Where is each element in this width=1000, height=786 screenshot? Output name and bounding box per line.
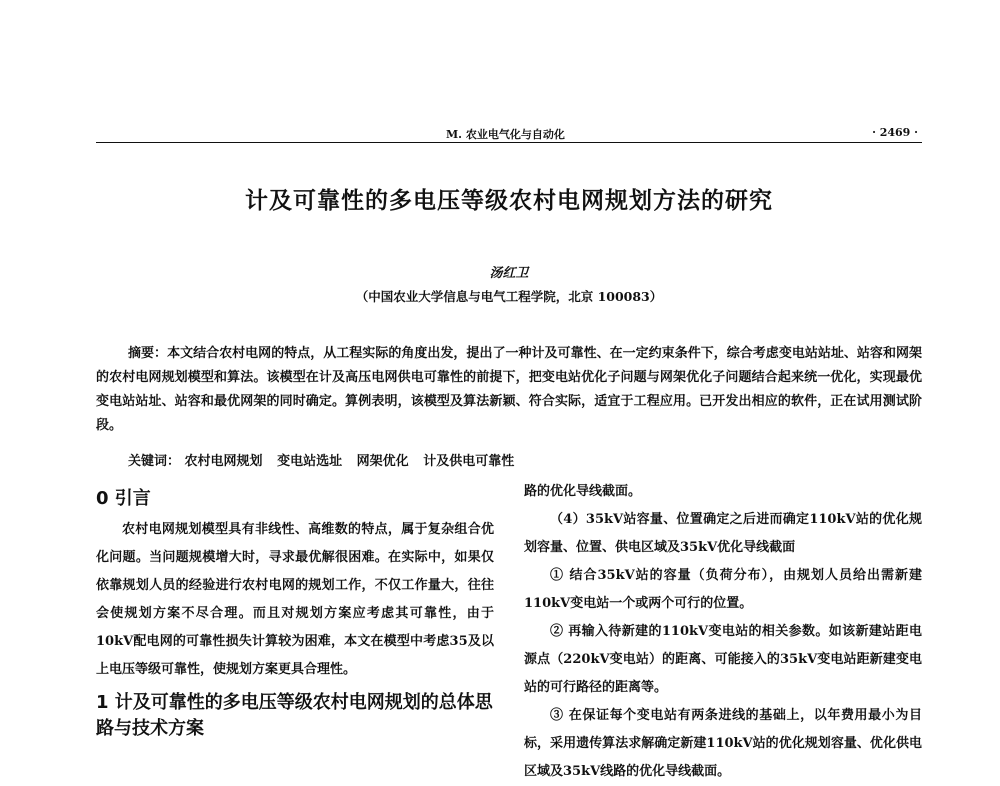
page-number: · 2469 · [872, 126, 918, 139]
step-item-1: ① 结合35kV站的容量（负荷分布），由规划人员给出需新建110kV变电站一个或两个可行的位置。 [524, 568, 922, 611]
running-header [96, 126, 922, 140]
paragraph-continued: 路的优化导线截面。 [524, 484, 642, 499]
intro-paragraph: 农村电网规划模型具有非线性、高维数的特点，属于复杂组合优化问题。当问题规模增大时，寻求最优解很困难。在实际中，如果仅依靠规划人员的经验进行农村电网的规划工作，不仅工作量大，往往会使规划方案不尽合理。而且对规划方案应考虑其可靠性，由于10kV配电网的可靠性损失计算较为困难，本文在模型中考虑35及以上电压等级可靠性，使规划方案更具合理性。 [96, 522, 494, 677]
journal-name: M. 农业电气化与自动化 [446, 128, 565, 141]
step-item-2: ② 再输入待新建的110kV变电站的相关参数。如该新建站距电源点（220kV变电站）的距离、可能接入的35kV变电站距新建变电站的可行路径的距离等。 [524, 624, 922, 695]
author-affiliation: （中国农业大学信息与电气工程学院，北京 100083） [355, 289, 663, 304]
keyword: 变电站选址 [277, 454, 343, 469]
section-heading-1: 1 计及可靠性的多电压等级农村电网规划的总体思路与技术方案 [96, 692, 493, 739]
step-4-paragraph: （4）35kV站容量、位置确定之后进而确定110kV站的优化规划容量、位置、供电区域及35kV优化导线截面 [524, 512, 922, 555]
right-column [524, 478, 922, 786]
abstract-text: 本文结合农村电网的特点，从工程实际的角度出发，提出了一种计及可靠性、在一定约束条件下，综合考虑变电站站址、站容和网架的农村电网规划模型和算法。该模型在计及高压电网供电可靠性的前提下，把变电站优化子问题与网架优化子问题结合起来统一优化，实现最优变电站站址、站容和最优网架的同时确定。算例表明，该模型及算法新颖、符合实际，适宜于工程应用。已开发出相应的软件，正在试用测试阶段。 [96, 346, 922, 433]
step-item-3: ③ 在保证每个变电站有两条进线的基础上，以年费用最小为目标，采用遗传算法求解确定新建110kV站的优化规划容量、优化供电区域及35kV线路的优化导线截面。 [524, 708, 922, 779]
keywords-label: 关键词： [128, 454, 181, 469]
left-column [96, 482, 494, 742]
keyword: 计及供电可靠性 [423, 454, 515, 469]
keywords [128, 450, 918, 469]
abstract [96, 342, 922, 438]
section-heading-intro: 0 引言 [96, 488, 151, 509]
abstract-label: 摘要： [128, 346, 168, 361]
paper-title: 计及可靠性的多电压等级农村电网规划方法的研究 [245, 188, 773, 214]
header-rule [96, 142, 922, 143]
keyword: 农村电网规划 [184, 454, 263, 469]
author-name: 汤红卫 [489, 266, 529, 281]
keyword: 网架优化 [356, 454, 409, 469]
